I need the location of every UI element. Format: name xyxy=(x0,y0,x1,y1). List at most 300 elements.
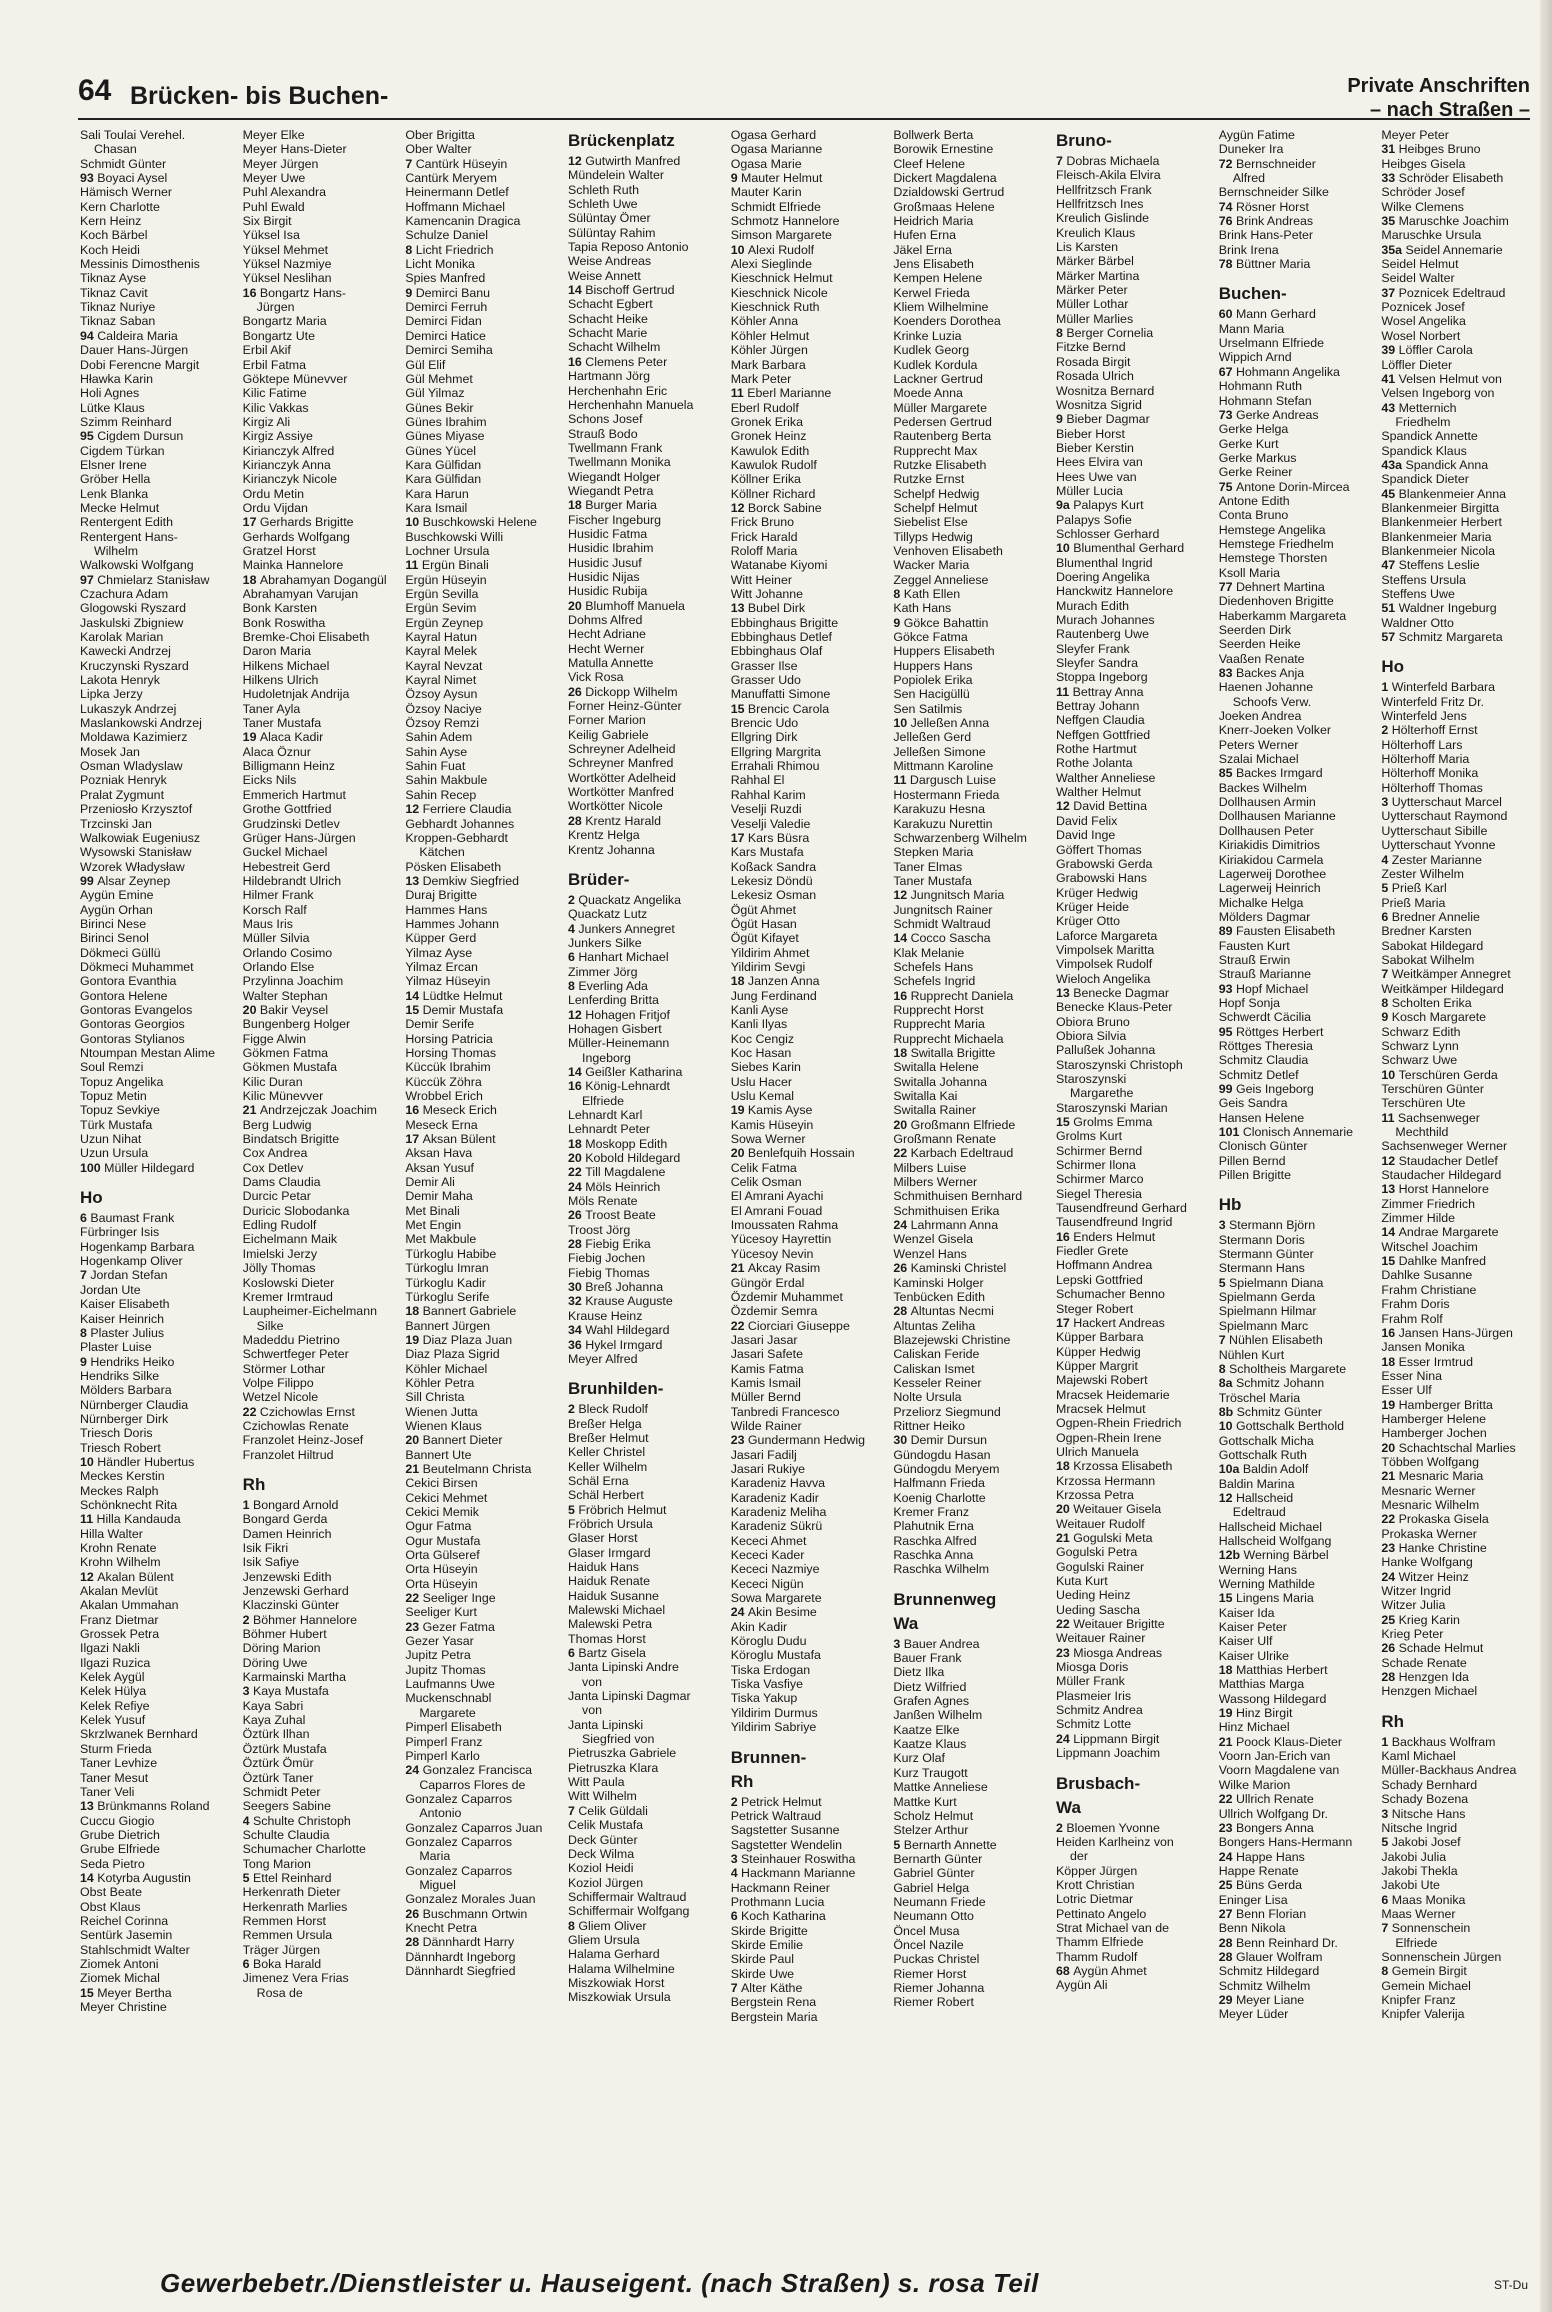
list-item xyxy=(1381,1254,1540,1268)
resident-name: Wahl Hildegard xyxy=(585,1323,670,1338)
resident-name: Gliem Oliver xyxy=(578,1918,647,1933)
list-item: Fleisch-Akila Elvira xyxy=(1056,168,1161,183)
list-item: Tiknaz Cavit xyxy=(80,285,148,300)
list-item: Cekici Mehmet xyxy=(405,1490,488,1505)
resident-name: Prokaska Gisela xyxy=(1398,1512,1489,1527)
house-number: 24 xyxy=(1381,1569,1399,1584)
list-item: Mracsek Helmut xyxy=(1056,1401,1146,1416)
list-item: Met Makbule xyxy=(405,1232,477,1247)
list-item: Czachura Adam xyxy=(80,587,169,601)
list-item: Schelpf Hedwig xyxy=(893,486,980,501)
resident-name: Backhaus Wolfram xyxy=(1391,1734,1496,1749)
list-item: Met Engin xyxy=(405,1218,462,1233)
list-item: Franzolet Hiltrud xyxy=(242,1447,334,1462)
list-item: Pedersen Gertrud xyxy=(893,414,992,429)
list-item xyxy=(568,1180,727,1194)
list-item: Triesch Doris xyxy=(80,1426,153,1441)
list-item: Ulrich Manuela xyxy=(1056,1444,1139,1459)
list-item: Möls Renate xyxy=(568,1194,638,1209)
list-item: Grafen Agnes xyxy=(893,1694,970,1709)
list-item xyxy=(731,1605,890,1619)
resident-name: Aksan Bülent xyxy=(422,1132,496,1147)
list-item: Yücesoy Nevin xyxy=(730,1246,814,1261)
list-item: Dietz Wilfried xyxy=(893,1679,967,1694)
resident-name: Buschkowski Helene xyxy=(422,515,537,530)
list-item xyxy=(1381,487,1540,501)
resident-name: Benn Florian xyxy=(1235,1906,1307,1921)
list-item xyxy=(1056,1732,1215,1746)
list-item xyxy=(405,1003,564,1017)
list-item: Ueding Heinz xyxy=(1056,1588,1131,1603)
list-item xyxy=(1219,1462,1378,1476)
list-item: Hartmann Jörg xyxy=(568,369,650,384)
list-item: Grudzinski Detlev xyxy=(242,816,340,831)
street-heading: Wa xyxy=(893,1613,919,1633)
list-item: Köhler Jürgen xyxy=(730,343,808,358)
street-heading: Brunnen- xyxy=(730,1747,807,1767)
resident-name: Staudacher Detlef xyxy=(1398,1153,1498,1168)
list-item: Kanli Ayse xyxy=(730,1002,789,1017)
list-item: Seidel Helmut xyxy=(1381,257,1459,272)
list-item: Skirde Uwe xyxy=(730,1966,795,1981)
list-item: Hogenkamp Barbara xyxy=(80,1239,195,1254)
house-number: 1 xyxy=(1381,1734,1392,1749)
list-item: Birinci Nese xyxy=(80,916,147,931)
list-item: Kirianczyk Anna xyxy=(242,457,331,472)
list-item xyxy=(243,1871,402,1885)
resident-name: König-Lehnardt xyxy=(585,1079,670,1094)
list-item: Stermann Doris xyxy=(1218,1232,1305,1247)
list-item: Rosada Birgit xyxy=(1056,354,1131,369)
list-item: Diedenhoven Brigitte xyxy=(1218,594,1334,609)
resident-name: Hallscheid xyxy=(1235,1490,1294,1505)
list-item: Günes Bekir xyxy=(405,400,474,415)
list-item xyxy=(1381,795,1540,809)
list-item: Kaml Michael xyxy=(1381,1749,1456,1764)
list-item: Kececi Kader xyxy=(730,1548,805,1563)
list-item: Göktepe Münevver xyxy=(242,371,348,386)
list-item: Errahali Rhimou xyxy=(730,759,820,774)
list-item: Sowa Werner xyxy=(730,1132,806,1147)
list-item: Hammes Johann xyxy=(405,916,500,931)
list-item xyxy=(1219,1125,1378,1139)
list-item: David Felix xyxy=(1056,813,1118,828)
list-item: Duneker Ira xyxy=(1218,142,1284,157)
list-item: Hostermann Frieda xyxy=(893,787,1000,802)
resident-name: Werning Bärbel xyxy=(1243,1548,1329,1563)
house-number: 37 xyxy=(1381,285,1399,300)
list-item: Spielmann Hilmar xyxy=(1218,1304,1317,1319)
house-number: 24 xyxy=(1056,1731,1074,1746)
resident-name: Demir Mustafa xyxy=(422,1002,504,1017)
list-item: Prothmann Lucia xyxy=(730,1894,825,1909)
list-item: Vick Rosa xyxy=(568,670,624,685)
list-item xyxy=(1381,967,1540,981)
list-item: Cantürk Meryem xyxy=(405,171,497,186)
list-item: Meyer Lüder xyxy=(1218,2007,1289,2022)
list-item: Celik Mustafa xyxy=(568,1818,644,1833)
resident-name: Brencic Carola xyxy=(747,701,830,716)
entry-continuation: Chasan xyxy=(94,142,137,157)
house-number: 19 xyxy=(730,1103,748,1118)
list-item: Siegel Theresia xyxy=(1056,1186,1142,1201)
list-item: Esser Nina xyxy=(1381,1368,1442,1383)
list-item: Schönknecht Rita xyxy=(80,1497,178,1512)
house-number: 8 xyxy=(568,1918,579,1933)
list-item xyxy=(568,1237,727,1251)
list-item: Steffens Uwe xyxy=(1381,587,1455,601)
resident-name: Spandick Anna xyxy=(1405,457,1489,472)
list-item: Jasari Safete xyxy=(730,1347,804,1362)
list-item: Witzer Julia xyxy=(1381,1598,1446,1613)
house-number: 10 xyxy=(730,242,748,257)
list-item: Dams Claudia xyxy=(242,1175,321,1190)
resident-name: Böhmer Hannelore xyxy=(253,1612,358,1627)
list-item: Staroszynski Marian xyxy=(1056,1100,1168,1115)
list-item: Alexi Sieglinde xyxy=(730,257,812,272)
list-item: Schulze Daniel xyxy=(405,228,488,243)
house-number: 2 xyxy=(1056,1820,1067,1835)
resident-name: Winterfeld Barbara xyxy=(1391,680,1496,695)
list-item: Deck Günter xyxy=(568,1832,638,1847)
list-item: Riemer Johanna xyxy=(893,1980,985,1995)
list-item: Bergstein Maria xyxy=(730,2009,818,2024)
resident-name: Horst Hannelore xyxy=(1398,1182,1489,1197)
list-item: Özdemir Muhammet xyxy=(730,1289,843,1304)
list-item: Kayral Melek xyxy=(405,644,477,659)
list-item: Taner Levhize xyxy=(80,1756,158,1771)
page-edge xyxy=(1540,0,1552,2312)
house-number: 51 xyxy=(1381,601,1399,616)
list-item: Lütke Klaus xyxy=(80,400,145,415)
house-number: 18 xyxy=(242,572,260,587)
resident-name: Hanhart Michael xyxy=(578,950,669,965)
house-number: 17 xyxy=(242,515,260,530)
list-item: Kamis Fatma xyxy=(730,1361,804,1376)
list-item: Kruczynski Ryszard xyxy=(80,658,189,673)
list-item: Kempen Helene xyxy=(893,271,983,286)
resident-name: Hackert Andreas xyxy=(1073,1315,1165,1330)
list-item: Kremer Irmtraud xyxy=(242,1289,333,1304)
list-item: Gottschalk Micha xyxy=(1218,1433,1314,1448)
list-item: Kelek Yusuf xyxy=(80,1713,146,1728)
list-item xyxy=(243,1103,402,1117)
resident-name: Switalla Brigitte xyxy=(910,1046,996,1060)
list-item: Hecht Adriane xyxy=(568,627,646,642)
list-item: Mann Maria xyxy=(1218,321,1285,336)
list-item: Rahhal Karim xyxy=(730,787,806,802)
resident-name: Dickopp Wilhelm xyxy=(585,684,678,699)
list-item: Pimperl Karlo xyxy=(405,1748,480,1763)
list-item: Keller Wilhelm xyxy=(568,1459,648,1474)
entry-continuation: Rosa de xyxy=(256,1985,303,2000)
resident-name: Dobras Michaela xyxy=(1066,154,1160,168)
list-item xyxy=(568,1151,727,1165)
list-item: Topuz Metin xyxy=(80,1089,147,1104)
resident-name: Gundermann Hedwig xyxy=(747,1433,866,1448)
house-number: 93 xyxy=(80,171,98,186)
list-item: Müller Lucia xyxy=(1056,483,1123,498)
list-item: Wosnitza Sigrid xyxy=(1056,397,1142,412)
list-item: Sahin Ayse xyxy=(405,744,468,759)
list-item: Wilke Marion xyxy=(1218,1777,1291,1792)
house-number: 23 xyxy=(730,1433,748,1448)
house-number: 20 xyxy=(242,1002,260,1017)
list-item: Obst Klaus xyxy=(80,1899,141,1914)
house-number: 19 xyxy=(1381,1397,1399,1412)
house-number: 5 xyxy=(568,1502,579,1517)
list-item: Doering Angelika xyxy=(1056,569,1150,584)
list-item: Aygün Emine xyxy=(80,888,154,903)
list-item: Gogulski Rainer xyxy=(1056,1559,1145,1574)
list-item: Bernschneider Silke xyxy=(1218,185,1329,200)
spacer xyxy=(1381,644,1540,654)
resident-name: Lahrmann Anna xyxy=(910,1218,999,1233)
list-item: Spandick Klaus xyxy=(1381,443,1467,458)
resident-name: Meyer Bertha xyxy=(97,1985,172,2000)
list-item: Reichel Corinna xyxy=(80,1913,169,1928)
list-item: Ogpen-Rhein Irene xyxy=(1056,1430,1162,1445)
list-item: Cleef Helene xyxy=(893,156,965,171)
resident-name: Glauer Wolfram xyxy=(1235,1949,1323,1964)
list-item: Hamberger Jochen xyxy=(1381,1426,1487,1441)
house-number: 16 xyxy=(568,354,586,369)
list-item: Wilke Clemens xyxy=(1381,199,1464,214)
list-item: Mattke Anneliese xyxy=(893,1780,988,1795)
list-item: Glaser Horst xyxy=(568,1531,638,1546)
list-item: Staroszynski Christoph xyxy=(1056,1057,1183,1072)
list-item xyxy=(568,1503,727,1517)
list-item: Müller Frank xyxy=(1056,1674,1125,1689)
list-item: Kieschnick Helmut xyxy=(730,271,833,286)
list-item: Schmitz Hildegard xyxy=(1218,1964,1320,1979)
list-item: Husidic Nijas xyxy=(568,569,640,584)
list-item: Cox Andrea xyxy=(242,1146,308,1161)
column-8 xyxy=(1219,128,1378,2258)
house-number: 14 xyxy=(80,1870,98,1885)
list-item: Edling Rudolf xyxy=(242,1218,317,1233)
list-item xyxy=(1056,1316,1215,1330)
list-item: Akalan Mevlüt xyxy=(80,1584,158,1599)
list-item: Schmidt Elfriede xyxy=(730,199,821,214)
house-number: 7 xyxy=(1381,1921,1392,1936)
list-item xyxy=(568,1208,727,1222)
list-item xyxy=(568,979,727,993)
entry-continuation: Elfriede xyxy=(582,1093,625,1108)
house-number: 68 xyxy=(1056,1963,1074,1978)
list-item: Schleth Uwe xyxy=(568,197,638,212)
list-item: Lackner Gertrud xyxy=(893,371,983,386)
list-item: Bauer Frank xyxy=(893,1651,962,1666)
street-heading: Brunnenweg xyxy=(893,1589,997,1609)
resident-name: Bernschneider xyxy=(1235,156,1316,171)
list-item: Demirci Semiha xyxy=(405,343,493,358)
house-number: 21 xyxy=(1381,1469,1399,1484)
list-item xyxy=(731,386,890,400)
resident-name: Schachtschal Marlies xyxy=(1398,1440,1516,1455)
list-item: Schirmer Bernd xyxy=(1056,1143,1143,1158)
list-item: Triesch Robert xyxy=(80,1440,161,1455)
list-item: Husidic Fatma xyxy=(568,526,648,541)
entry-continuation: Schoofs Verw. xyxy=(1232,694,1312,709)
list-item: Prieß Maria xyxy=(1381,895,1446,910)
list-item: Lenk Blanka xyxy=(80,486,149,501)
list-item: Weise Andreas xyxy=(568,254,652,269)
resident-name: Bernarth Annette xyxy=(903,1837,997,1852)
house-number: 6 xyxy=(1381,1892,1392,1907)
house-number: 13 xyxy=(80,1799,98,1814)
list-item: Rautenberg Uwe xyxy=(1056,627,1150,642)
list-item: Holi Agnes xyxy=(80,386,140,401)
resident-name: Bannert Dieter xyxy=(422,1433,503,1448)
list-item: Sleyfer Frank xyxy=(1056,641,1130,656)
list-item xyxy=(80,429,239,443)
resident-name: Borck Sabine xyxy=(747,500,822,515)
list-item: Kilic Münevver xyxy=(242,1089,324,1104)
list-item: Kaiser Ulf xyxy=(1218,1634,1273,1649)
list-item xyxy=(80,1512,239,1526)
list-item: Fiebig Thomas xyxy=(568,1265,650,1280)
list-item: Hilla Walter xyxy=(80,1526,143,1541)
list-item: Spielmann Gerda xyxy=(1218,1290,1316,1305)
list-item: Popiolek Erika xyxy=(893,673,973,688)
list-item: Karadeniz Havva xyxy=(730,1476,826,1491)
list-item xyxy=(731,1866,890,1880)
list-item: Durcic Petar xyxy=(242,1189,311,1204)
resident-name: Benn Reinhard Dr. xyxy=(1235,1935,1338,1950)
list-item: Skirde Paul xyxy=(730,1952,795,1967)
house-number: 2 xyxy=(242,1612,254,1627)
list-item: Kirgiz Assiye xyxy=(242,429,313,444)
list-item: Seerden Dirk xyxy=(1218,623,1292,637)
resident-name: Weitkämper Annegret xyxy=(1391,967,1511,982)
list-item: Fausten Kurt xyxy=(1218,938,1290,953)
list-item: Taner Ayla xyxy=(242,701,301,716)
list-item: Cuccu Giogio xyxy=(80,1813,155,1828)
list-item xyxy=(1056,1646,1215,1660)
list-item: Urselmann Elfriede xyxy=(1218,336,1325,351)
street-heading: Hb xyxy=(1218,1195,1242,1215)
list-item: Türkoglu Habibe xyxy=(405,1246,497,1261)
list-item: Jakobi Julia xyxy=(1381,1849,1447,1864)
list-item: Halama Gerhard xyxy=(568,1947,660,1962)
street-heading: Bruno- xyxy=(1056,131,1112,150)
list-item: Mainka Hannelore xyxy=(242,558,344,573)
list-item xyxy=(1219,1362,1378,1376)
resident-name: Lippmann Birgit xyxy=(1073,1731,1160,1746)
list-item: Kudlek Kordula xyxy=(893,357,978,372)
list-item: Blankenmeier Birgitta xyxy=(1381,500,1500,515)
list-item: Köhler Michael xyxy=(405,1361,488,1376)
list-item: Moldawa Kazimierz xyxy=(80,730,188,745)
list-item: Pimperl Elisabeth xyxy=(405,1720,502,1735)
resident-name: Schmitz Margareta xyxy=(1398,630,1503,645)
list-item xyxy=(405,157,564,171)
house-number: 3 xyxy=(730,1851,742,1866)
list-item: Jansen Monika xyxy=(1381,1340,1465,1355)
spacer xyxy=(893,1577,1052,1587)
list-item: Stahlschmidt Walter xyxy=(80,1942,190,1957)
list-item: Kroppen-Gebhardt xyxy=(405,830,508,845)
list-item: Karadeniz Meliha xyxy=(730,1505,827,1519)
list-item: Weitkämper Hildegard xyxy=(1381,981,1504,996)
house-number: 23 xyxy=(1381,1541,1399,1555)
list-item: Ziomek Antoni xyxy=(80,1956,159,1971)
list-item: Orta Hüseyin xyxy=(405,1576,478,1591)
resident-name: Fiebig Erika xyxy=(585,1237,651,1252)
list-item: Switalla Johanna xyxy=(893,1074,988,1089)
resident-name: Seidel Annemarie xyxy=(1405,242,1503,257)
list-item: Meckes Ralph xyxy=(80,1483,159,1498)
house-number: 73 xyxy=(1218,407,1236,422)
list-item: Gerke Reiner xyxy=(1218,465,1293,480)
list-item xyxy=(1381,1225,1540,1239)
list-item xyxy=(1381,910,1540,924)
list-item: Kath Hans xyxy=(893,601,952,616)
list-item: Husidic Ibrahim xyxy=(568,541,654,556)
resident-name: Schade Helmut xyxy=(1398,1641,1484,1656)
list-item: Meyer Uwe xyxy=(242,171,306,186)
list-item: Frick Harald xyxy=(730,529,798,544)
list-item: Tiska Erdogan xyxy=(730,1662,811,1677)
resident-name: Alsar Zeynep xyxy=(97,873,171,888)
list-item: Hilkens Ulrich xyxy=(242,673,319,688)
house-number: 12 xyxy=(893,888,911,903)
list-item: Mittmann Karoline xyxy=(893,759,994,774)
house-number: 21 xyxy=(730,1261,748,1276)
resident-name: Büttner Maria xyxy=(1235,257,1311,272)
list-item xyxy=(568,1294,727,1308)
list-item: Kesseler Reiner xyxy=(893,1375,982,1390)
house-number: 7 xyxy=(1218,1333,1230,1348)
house-number: 4 xyxy=(1381,852,1392,867)
resident-name: Waldner Ingeburg xyxy=(1398,601,1497,616)
list-item: Ilgazi Nakli xyxy=(80,1641,140,1656)
list-item: Jelleßen Gerd xyxy=(893,730,972,745)
list-item: Terschüren Günter xyxy=(1381,1082,1484,1096)
resident-name: Maas Monika xyxy=(1391,1892,1466,1907)
list-item: Hellfritzsch Frank xyxy=(1056,182,1152,197)
house-number: 28 xyxy=(1381,1670,1399,1685)
list-item xyxy=(1381,1068,1540,1082)
resident-name: Chmielarz Stanisław xyxy=(97,572,210,587)
list-item: Steger Robert xyxy=(1056,1301,1134,1316)
resident-name: Boyaci Aysel xyxy=(97,171,168,186)
resident-name: Janzen Anna xyxy=(747,974,820,989)
resident-name: Bartz Gisela xyxy=(578,1646,646,1661)
resident-name: Bakir Veysel xyxy=(259,1002,329,1017)
list-item: Öztürk Ömür xyxy=(242,1756,314,1771)
entry-continuation: Ingeborg xyxy=(582,1050,631,1065)
list-item: Hudoletnjak Andrija xyxy=(242,687,350,702)
house-number: 19 xyxy=(405,1332,423,1347)
list-item xyxy=(1381,1182,1540,1196)
list-item: Kececi Nazmiye xyxy=(730,1562,820,1577)
list-item: Wienen Jutta xyxy=(405,1404,478,1419)
list-item: Hemstege Friedhelm xyxy=(1218,536,1334,551)
list-item: Hinz Michael xyxy=(1218,1720,1290,1735)
list-item: Demirci Ferruh xyxy=(405,300,488,315)
list-item: Emmerich Hartmut xyxy=(242,787,346,802)
resident-name: Mauter Helmut xyxy=(741,171,823,186)
resident-name: Bischoff Gertrud xyxy=(585,283,675,298)
list-item: Demir Serife xyxy=(405,1017,475,1032)
list-item: Jung Ferdinand xyxy=(730,988,817,1003)
resident-name: Hykel Irmgard xyxy=(585,1337,663,1352)
resident-name: Ergün Binali xyxy=(421,558,489,573)
list-item xyxy=(1381,1111,1540,1125)
list-item: Störmer Lothar xyxy=(242,1361,326,1376)
